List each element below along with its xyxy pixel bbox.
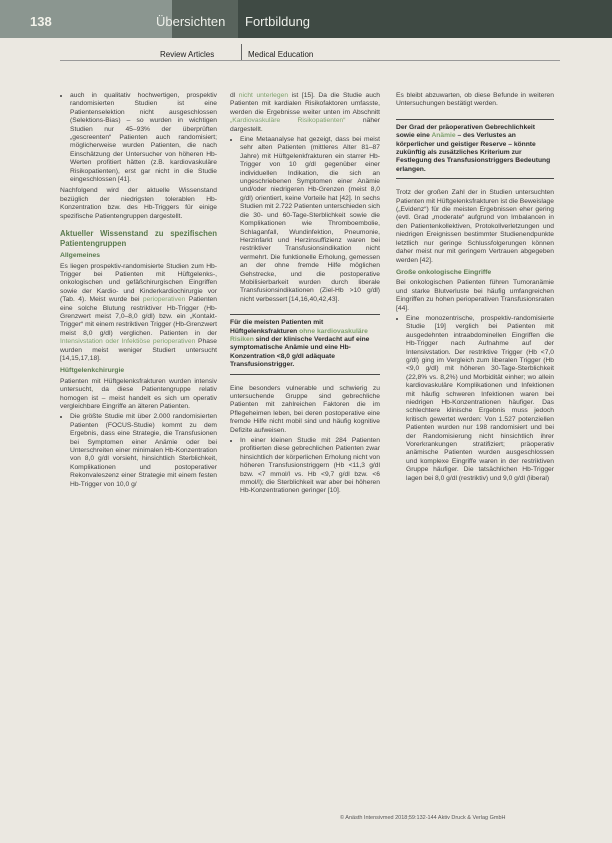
text-column-1 [60, 92, 217, 492]
paragraph [60, 263, 217, 364]
paragraph: Eine besonders vulnerable und schwierig zu untersuchende Gruppe sind gebrechliche Patienten mit zahlreichen Faktoren die im Pflegeheimen leben, bei deren postoperative eine fremde Hilfe nicht mobil sind und häufig kognitive Defizite aufweisen. [230, 384, 380, 434]
header-divider [241, 44, 242, 60]
highlighted-text: nicht unterlegen [238, 92, 289, 99]
paragraph: Patienten mit Hüftgelenksfrakturen wurden intensiv untersucht, da diese Patientengruppe relativ homogen ist – meist handelt es sich um operativ vergleichbare Eingriffe an älteren Patienten. [60, 377, 217, 410]
subsection-heading: Hüftgelenkchirurgie [60, 367, 125, 375]
text-run: sind der klinische Verdacht auf eine symptomatische Anämie und eine Hb-Konzentration <8,0 g/dl adäquate Transfusionstrigger. [230, 335, 370, 369]
key-message-box [230, 314, 380, 374]
text-run: Patienten eine solche Blutung restriktiver Hb-Trigger (Hb-Grenzwert meist 7,0–8,0 g/dl) bzw. ein „Kontakt-Trigger“ mit einem restriktiven Trigger (Hb-Grenzwert meist 8,0 g/dl) verglichen. Patienten in der [60, 296, 217, 337]
list-item: • In einer kleinen Studie mit 284 Patienten profitierten diese gebrechlichen Patienten zwar hinsichtlich der körperlichen Erholung nicht von höheren Transfusionstriggern (Hb <11,3 g/dl bzw. <7 mmol/l vs. Hb <9,7 g/dl bzw. <6 mmol/l); die Sterblichkeit war aber bei höheren Hb-Konzentrationen geringer [10]. [240, 437, 380, 496]
list-item: • Eine Metaanalyse hat gezeigt, dass bei meist sehr alten Patienten (mittleres Alter 81–87 Jahre) mit Hüftgelenkfrakturen ein starrer Hb-Trigger von 10 g/dl gegenüber einer individuellen Indikation, die sich an ungeschriebenen Symptomen einer Anämie und/oder niedrigeren Hb-Grenzen (meist 8,0 g/dl) orientiert, keine Vorteile hat [42]. In sechs Studien mit 2.722 Patienten unterschieden sich die 30- und 60-Tage-Sterblichkeit sowie die Komplikationen wie Thromboembolie, Schlaganfall, Wundinfektion, Pneumonie, Herzinfarkt und Herzinsuffizienz waren bei restriktiver Transfusionsindikation nicht vermehrt. Die funktionelle Erholung, gemessen an der ohne fremde Hilfe möglichen Gehstrecke, und die postoperative Mobilisierbarkeit wurden durch liberale Transfusionsindikationen (Ziel-Hb >10 g/dl) nicht verbessert [14,16,40,42,43]. [240, 136, 380, 304]
section-title-right: Fortbildung [245, 14, 311, 29]
list-item: • auch in qualitativ hochwertigen, prospektiv randomisierten Studien ist eine Patientenselektion nicht ausgeschlossen (Selektions-Bias) – so wurden in wichtigen Studien nur 45–93% der überprüften „gescreenten“ Patienten auch randomisiert; möglicherweise wurden Patienten, die nach Einschätzung der Untersucher von höheren Hb-Werten profitiert hätten (z.B. kardiovaskuläre Risikopatienten), erst gar nicht in die Studie eingeschlossen [41]. [70, 92, 217, 184]
highlighted-text: ohne kardiovaskuläre Risiken [230, 327, 368, 343]
header-bar-left-segment [0, 0, 172, 38]
subsection-heading: Große onkologische Eingriffe [396, 268, 492, 276]
section-heading: Aktueller Wissenstand zu spezifischen Patientengruppen [60, 229, 217, 248]
footer-citation: © Anästh Intensivmed 2018;59:132-144 Aktiv Druck & Verlag GmbH [340, 815, 506, 821]
highlighted-text: Intensivstation oder Infektiöse perioperativen [60, 338, 196, 346]
section-title-left: Übersichten [156, 14, 226, 29]
text-run: ist [15]. Da die Studie auch Patienten mit kardialen Risikofaktoren umfasste, werden die Ergebnisse weiter unten im Abschnitt [230, 92, 380, 116]
header-bar [0, 0, 612, 38]
text-run: näher dargestellt. [230, 117, 380, 133]
subsection-heading: Allgemeines [60, 252, 101, 260]
paragraph: Bei onkologischen Patienten führen Tumoranämie und starke Blutverluste bei häufig umfangreichen Eingriffen zu hohen perioperativen Transfusionsraten [44]. [396, 279, 554, 312]
text-run: dl [230, 92, 239, 99]
text-column-2 [230, 92, 380, 499]
text-run: Phase wurden meist weniger Studiert untersucht [14,15,17,18]. [60, 338, 217, 362]
key-message-box [396, 119, 554, 179]
bullet-list [60, 413, 217, 489]
paragraph: Trotz der großen Zahl der in Studien untersuchten Patienten mit Hüftgelenksfrakturen ist die Beweislage („Evidenz“) für die meisten Ergebnissen eher gering (evtl. Grad „moderate“ aufgrund von Imbalancen in den Patientenkollektiven, Protokollverletzungen und niedrigen Ereignissen bestimmter Studienendpunkte letztlich nur geringe Schlussfolgerungen können daher meist nur mit geringem Vertrauen abgegeben werden [42]. [396, 189, 554, 264]
bullet-list [230, 136, 380, 304]
text-run: Es liegen prospektiv-randomisierte Studien zum Hb-Trigger bei Patienten mit Hüftgelenks-, onkologischen und gefäßchirurgischen Eingriffen sowie der Kardio- und Kinderkardiochirurgie vor (Tab. 4). Meist wurde bei [60, 262, 217, 304]
highlighted-text: perioperativen [142, 296, 186, 304]
text-run: – des Verlustes an körperlicher und geistiger Reserve – könnte zukünftig als zusätzliches Kriterium zur Festlegung des Transfusionstriggers Bedeutung erlangen. [396, 132, 551, 173]
highlighted-text: Anämie [431, 132, 456, 140]
bullet-list [230, 437, 380, 496]
text-run: Der Grad der präoperativen Gebrechlichkeit sowie eine [396, 123, 536, 140]
list-item: • Die größte Studie mit über 2.000 randomisierten Patienten (FOCUS-Studie) kommt zu dem Ergebnis, dass eine Strategie, die Transfusionen bei Symptomen einer Anämie oder bei Unterschreiten einer minimalen Hb-Konzentration von 8,0 g/dl vorsieht, hinsichtlich Sterblichkeit, Komplikationen und postoperativer Rekonvaleszenz einer Strategie mit einem festen Hb-Trigger von 10,0 g/ [70, 413, 217, 489]
list-item: • Eine monozentrische, prospektiv-randomisierte Studie [19] verglich bei Patienten mit ausgedehnten intraabdominellen Eingriffen die Hb-Trigger nach Aufnahme auf der Intensivstation. Der restriktive Trigger (Hb <7,0 g/dl) ging im Vergleich zum liberalen Trigger (Hb <9,0 g/dl) mit höheren 30-Tage-Sterblichkeit (22,8% vs. 8,2%) und Morbidität einher; wo allein kardiovaskuläre Komplikationen und Infektionen mit häufig schweren Infektionen waren bei niedrigen Hb-Konzentrationen häufiger. Das schlechtere klinische Ergebnis muss jedoch kritisch gewertet werden: Von 1.527 potenziellen Patienten wurden nur 198 randomisiert und bei der Randomisierung nicht hinsichtlich ihrer Vorerkrankungen stratifiziert; präoperativ anämische Patienten wurden ausgeschlossen und komplexe Eingriffe waren in der restriktiven Gruppe häufiger. Die tatsächlichen Hb-Trigger lagen bei 8,0 g/dl (restriktiv) und 9,0 g/dl (liberal) [406, 315, 554, 483]
bullet-list [396, 315, 554, 483]
header-rule [60, 60, 560, 61]
text-column-3 [396, 92, 554, 486]
subheading-right: Medical Education [248, 50, 314, 59]
page-number: 138 [30, 14, 52, 29]
highlighted-text: „Kardiovaskuläre Risikopatienten“ [230, 117, 346, 125]
paragraph [230, 92, 380, 134]
paragraph: Es bleibt abzuwarten, ob diese Befunde in weiteren Untersuchungen bestätigt werden. [396, 92, 554, 108]
paragraph: Nachfolgend wird der aktuelle Wissenstand bezüglich der niedrigsten tolerablen Hb-Konzentration bzw. des Hb-Triggers für einige spezifische Patientengruppen dargestellt. [60, 187, 217, 220]
bullet-list [60, 92, 217, 184]
subheading-left: Review Articles [160, 50, 215, 59]
text-run: Für die meisten Patienten mit Hüftgelenksfrakturen [230, 319, 324, 335]
